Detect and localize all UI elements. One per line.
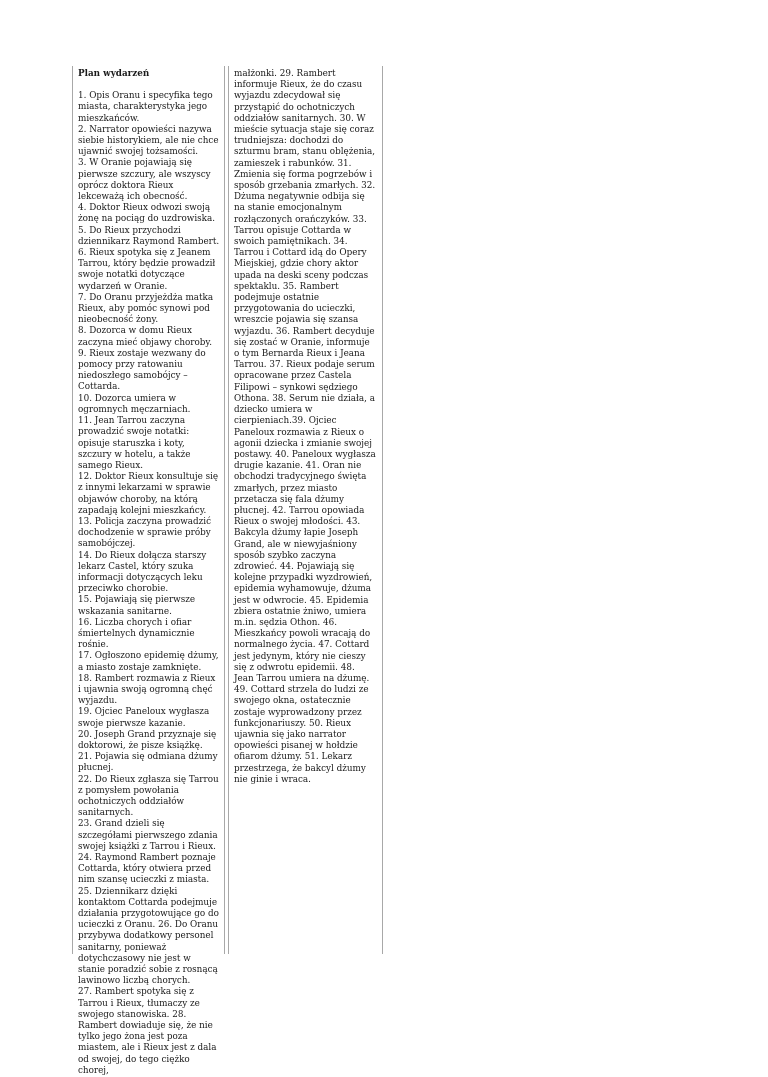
list-item: 20. Joseph Grand przyznaje się doktorowi, że pisze książkę.	[78, 729, 217, 751]
list-item: 11. Jean Tarrou zaczyna prowadzić swoje notatki: opisuje staruszka i koty, szczury w hotelu, a także samego Rieux.	[78, 416, 191, 471]
list-item: 12. Doktor Rieux konsultuje się z innymi lekarzami w sprawie objawów choroby, na którą zapadają kolejni mieszkańcy.	[78, 472, 219, 516]
list-item: 19. Ojciec Paneloux wygłasza swoje pierwsze kazanie.	[78, 707, 210, 729]
list-item: 10. Dozorca umiera w ogromnych męczarniach.	[78, 393, 191, 415]
list-item: 23. Grand dzieli się szczegółami pierwszego zdania swojej książki z Tarrou i Rieux. 24. Raymond Rambert poznaje Cottarda, który otwiera przed nim szansę ucieczki z miasta. 25. Dziennikarz dzięki kontaktom Cottarda podejmuje działania przygotowujące go do ucieczki z Oranu. 26. Do Oranu przybywa dodatkowy personel sanitarny, ponieważ dotychczasowy nie jest w stanie poradzić sobie z rosnącą lawinowo liczbą chorych.	[78, 819, 219, 987]
continuation-paragraph: małżonki. 29. Rambert informuje Rieux, że do czasu wyjazdu zdecydował się przystąpić do ochotniczych oddziałów sanitarnych. 30. W mieście sytuacja staje się coraz trudniejsza: dochodzi do szturmu bram, stanu oblężenia, zamieszek i rabunków. 31. Zmienia się forma pogrzebów i sposób grzebania zmarłych. 32. Dżuma negatywnie odbija się na stanie emocjonalnym rozłączonych orańczyków. 33. Tarrou opisuje Cottarda w swoich pamiętnikach. 34. Tarrou i Cottard idą do Opery Miejskiej, gdzie chory aktor upada na deski sceny podczas spektaklu. 35. Rambert podejmuje ostatnie przygotowania do ucieczki, wreszcie pojawia się szansa wyjazdu. 36. Rambert decyduje się zostać w Oranie, informuje o tym Bernarda Rieux i Jeana Tarrou. 37. Rieux podaje serum opracowane przez Castela Filipowi – synkowi sędziego Othona. 38. Serum nie działa, a dziecko umiera w cierpieniach.39. Ojciec Paneloux rozmawia z Rieux o agonii dziecka i zmianie swojej postawy. 40. Paneloux wygłasza drugie kazanie. 41. Oran nie obchodzi tradycyjnego święta zmarłych, przez miasto przetacza się fala dżumy płucnej. 42. Tarrou opowiada Rieux o swojej młodości. 43. Bakcyla dżumy łapie Joseph Grand, ale w niewyjaśniony sposób szybko zaczyna zdrowieć. 44. Pojawiają się kolejne przypadki wyzdrowień, epidemia wyhamowuje, dżuma jest w odwrocie. 45. Epidemia zbiera ostatnie żniwo, umiera m.in. sędzia Othon. 46. Mieszkańcy powoli wracają do normalnego życia. 47. Cottard jest jedynym, który nie cieszy się z odwrotu epidemii. 48. Jean Tarrou umiera na dżumę. 49. Cottard strzela do ludzi ze swojego okna, ostatecznie zostaje wyprowadzony przez funkcjonariuszy. 50. Rieux ujawnia się jako narrator opowieści pisanej w hołdzie ofiarom dżumy. 51. Lekarz przestrzega, że bakcyl dżumy nie ginie i wraca.	[234, 69, 376, 785]
list-item: 8. Dozorca w domu Rieux zaczyna mieć objawy choroby.	[78, 326, 213, 348]
right-column	[228, 66, 383, 954]
list-item: 21. Pojawia się odmiana dżumy płucnej.	[78, 752, 218, 774]
list-item: 22. Do Rieux zgłasza się Tarrou z pomysłem powołania ochotniczych oddziałów sanitarnych.	[78, 774, 219, 819]
list-item: 17. Ogłoszono epidemię dżumy, a miasto zostaje zamknięte.	[78, 651, 219, 673]
list-item: 9. Rieux zostaje wezwany do pomocy przy ratowaniu niedoszłego samobójcy – Cottarda.	[78, 348, 206, 393]
list-item: 14. Do Rieux dołącza starszy lekarz Castel, który szuka informacji dotyczących leku przeciwko chorobie.	[78, 550, 207, 595]
list-item: 7. Do Oranu przyjeżdża matka Rieux, aby pomóc synowi pod nieobecność żony.	[78, 292, 214, 326]
list-item: 6. Rieux spotyka się z Jeanem Tarrou, który będzie prowadził swoje notatki dotyczące wydarzeń w Oranie.	[78, 248, 216, 292]
list-item: 4. Doktor Rieux odwozi swoją żonę na pociąg do uzdrowiska.	[78, 203, 216, 225]
list-item: 2. Narrator opowieści nazywa siebie historykiem, ale nie chce ujawnić swojej tożsamości.	[78, 124, 219, 158]
list-item: 5. Do Rieux przychodzi dziennikarz Raymond Rambert.	[78, 225, 220, 247]
list-item: 18. Rambert rozmawia z Rieux i ujawnia swoją ogromną chęć wyjazdu.	[78, 673, 216, 707]
list-item: 16. Liczba chorych i ofiar śmiertelnych dynamicznie rośnie.	[78, 617, 195, 651]
list-item: 27. Rambert spotyka się z Tarrou i Rieux, tłumaczy ze swojego stanowiska. 28. Rambert dowiaduje się, że nie tylko jego żona jest poza miastem, ale i Rieux jest z dala od swojej, do tego ciężko chorej,	[78, 987, 217, 1076]
list-item: 13. Policja zaczyna prowadzić dochodzenie w sprawie próby samobójczej.	[78, 516, 211, 550]
left-column	[72, 66, 225, 1076]
document-title: Plan wydarzeń	[78, 69, 150, 79]
list-item: 3. W Oranie pojawiają się pierwsze szczury, ale wszyscy oprócz doktora Rieux lekceważą ich obecność.	[78, 158, 211, 203]
list-item: 1. Opis Oranu i specyfika tego miasta, charakterystyka jego mieszkańców.	[78, 91, 213, 124]
list-item: 15. Pojawiają się pierwsze wskazania sanitarne.	[78, 595, 196, 617]
